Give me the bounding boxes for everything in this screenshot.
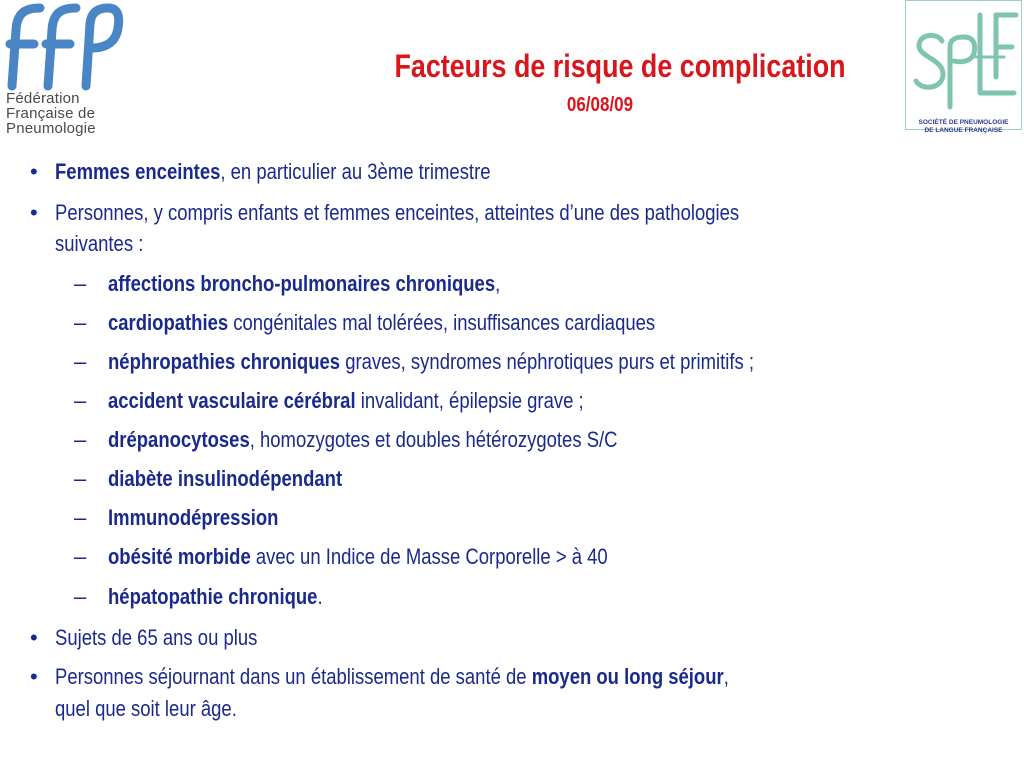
splf-logo	[905, 0, 1022, 134]
sub-item-broncho	[108, 271, 500, 297]
sub-item-hepato-bold: hépatopathie chronique	[108, 584, 318, 609]
sub-item-cardio	[108, 310, 655, 336]
slide-date: 06/08/09	[566, 94, 634, 116]
sub-item-nephro-bold: néphropathies chroniques	[108, 349, 341, 374]
bullet-age-65: Sujets de 65 ans ou plus	[55, 625, 258, 650]
dash-marker: –	[74, 271, 87, 296]
sub-item-hepato-rest: .	[317, 584, 323, 609]
bullet-marker: •	[30, 159, 38, 184]
bullet-pathologies-line1: Personnes, y compris enfants et femmes enceintes, atteintes d’une des pathologies	[55, 200, 740, 225]
ffp-logo	[2, 0, 132, 140]
sub-item-drepano	[108, 427, 617, 453]
splf-logo-letters	[906, 1, 1021, 117]
sub-item-obesite-rest: avec un Indice de Masse Corporelle > à 40	[250, 544, 608, 569]
dash-marker: –	[74, 584, 87, 609]
dash-marker: –	[74, 310, 87, 335]
bullet-marker: •	[30, 200, 38, 225]
sub-item-broncho-rest: ,	[495, 271, 501, 296]
bullet-pregnant-women	[55, 159, 491, 185]
sub-item-obesite-bold: obésité morbide	[108, 544, 251, 569]
slide-title: Facteurs de risque de complication	[394, 48, 846, 84]
bullet-marker: •	[30, 664, 38, 689]
sub-item-drepano-bold: drépanocytoses	[108, 427, 250, 452]
dash-marker: –	[74, 505, 87, 530]
bullet-long-stay-line1	[55, 664, 729, 690]
sub-item-nephro	[108, 349, 754, 375]
dash-marker: –	[74, 466, 87, 491]
sub-item-cardio-bold: cardiopathies	[108, 310, 229, 335]
sub-item-cardio-rest: congénitales mal tolérées, insuffisances cardiaques	[228, 310, 656, 335]
bullet-long-stay-bold: moyen ou long séjour	[531, 664, 724, 689]
dash-marker: –	[74, 388, 87, 413]
sub-item-broncho-bold: affections broncho-pulmonaires chroniques	[108, 271, 496, 296]
dash-marker: –	[74, 544, 87, 569]
splf-caption-line1: SOCIÉTÉ DE PNEUMOLOGIE	[918, 119, 1009, 126]
sub-item-diabete	[108, 466, 342, 492]
bullet-long-stay-line2: quel que soit leur âge.	[55, 696, 237, 721]
ffp-logo-line3: Pneumologie	[6, 120, 96, 137]
bullet-pregnant-women-rest: , en particulier au 3ème trimestre	[220, 159, 491, 184]
sub-item-immuno	[108, 505, 278, 531]
splf-caption-line2: DE LANGUE FRANÇAISE	[924, 127, 1003, 134]
sub-item-immuno-bold: Immunodépression	[108, 505, 279, 530]
sub-item-diabete-bold: diabète insulinodépendant	[108, 466, 343, 491]
sub-item-obesite	[108, 544, 608, 570]
sub-item-avc	[108, 388, 584, 414]
dash-marker: –	[74, 349, 87, 374]
bullet-pathologies-line2: suivantes :	[55, 231, 144, 256]
sub-item-avc-rest: invalidant, épilepsie grave ;	[355, 388, 584, 413]
sub-item-drepano-rest: , homozygotes et doubles hétérozygotes S/C	[249, 427, 618, 452]
ffp-logo-letters	[2, 0, 127, 92]
bullet-pregnant-women-bold: Femmes enceintes	[55, 159, 221, 184]
bullet-long-stay-part1: Personnes séjournant dans un établissement de santé de	[55, 664, 532, 689]
bullet-long-stay-part2: ,	[723, 664, 729, 689]
dash-marker: –	[74, 427, 87, 452]
sub-item-hepato	[108, 584, 323, 610]
ffp-logo-line1: Fédération	[6, 90, 80, 107]
bullet-marker: •	[30, 625, 38, 650]
splf-logo-caption	[906, 119, 1021, 135]
ffp-logo-line2: Française de	[6, 105, 96, 122]
sub-item-nephro-rest: graves, syndromes néphrotiques purs et primitifs ;	[340, 349, 754, 374]
sub-item-avc-bold: accident vasculaire cérébral	[108, 388, 356, 413]
